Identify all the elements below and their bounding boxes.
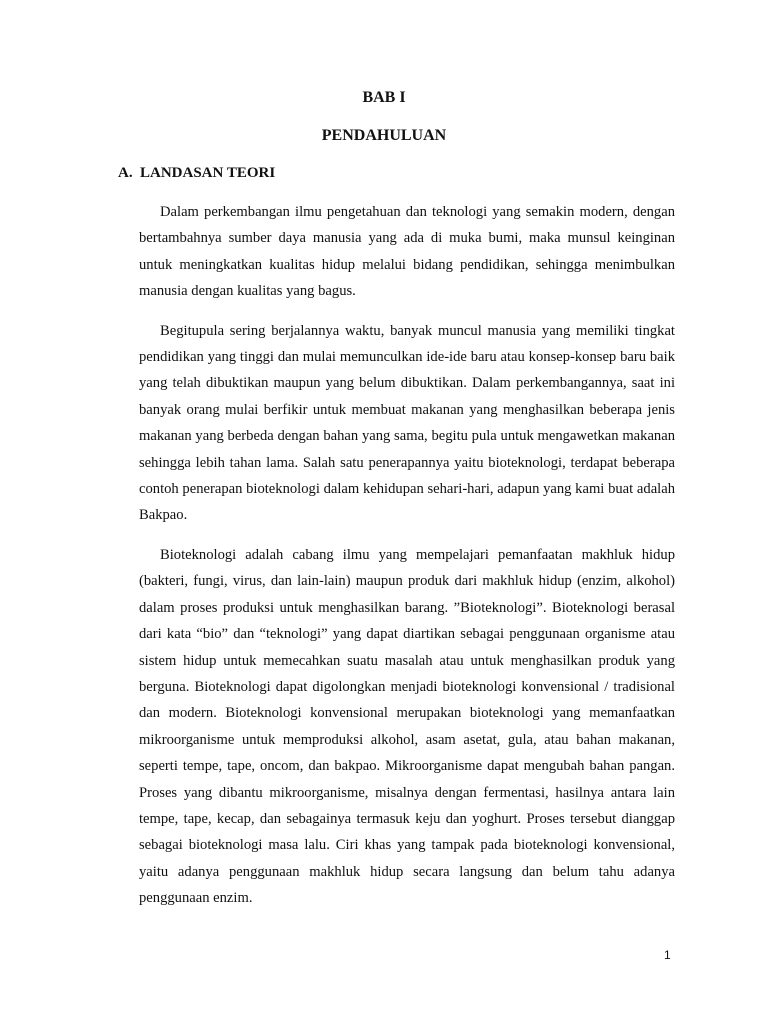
chapter-number: BAB I <box>362 89 406 106</box>
page-number: 1 <box>664 948 671 962</box>
paragraph-3: Bioteknologi adalah cabang ilmu yang mempelajari pemanfaatan makhluk hidup (bakteri, fungi, virus, dan lain-lain) maupun produk dari makhluk hidup (enzim, alkohol) dalam proses produksi untuk menghasilkan barang. ”Bioteknologi”. Bioteknologi berasal dari kata “bio” dan “teknologi” yang dapat diartikan sebagai penggunaan organisme atau sistem hidup untuk memecahkan suatu masalah atau untuk menghasilkan produk yang berguna. Bioteknologi dapat digolongkan menjadi bioteknologi konvensional / tradisional dan modern. Bioteknologi konvensional merupakan bioteknologi yang memanfaatkan mikroorganisme untuk memproduksi alkohol, asam asetat, gula, atau bahan makanan, seperti tempe, tape, oncom, dan bakpao. Mikroorganisme dapat mengubah bahan pangan. Proses yang dibantu mikroorganisme, misalnya dengan fermentasi, hasilnya antara lain tempe, tape, kecap, dan sebagainya termasuk keju dan yoghurt. Proses tersebut dianggap sebagai bioteknologi masa lalu. Ciri khas yang tampak pada bioteknologi konvensional, yaitu adanya penggunaan makhluk hidup secara langsung dan belum tahu adanya penggunaan enzim. <box>139 546 675 907</box>
section-heading <box>118 165 275 182</box>
chapter-title: PENDAHULUAN <box>321 127 447 144</box>
paragraph-2: Begitupula sering berjalannya waktu, banyak muncul manusia yang memiliki tingkat pendidikan yang tinggi dan mulai memunculkan ide-ide baru atau konsep-konsep baru baik yang telah dibuktikan maupun yang belum dibuktikan. Dalam perkembangannya, saat ini banyak orang mulai berfikir untuk membuat makanan yang menghasilkan beberapa jenis makanan yang berbeda dengan bahan yang sama, begitu pula untuk mengawetkan makanan sehingga lebih tahan lama. Salah satu penerapannya yaitu bioteknologi, terdapat beberapa contoh penerapan bioteknologi dalam kehidupan sehari-hari, adapun yang kami buat adalah Bakpao. <box>139 322 675 524</box>
body-text <box>139 199 675 925</box>
section-title: LANDASAN TEORI <box>140 165 276 181</box>
section-marker: A. <box>118 165 133 181</box>
paragraph-1: Dalam perkembangan ilmu pengetahuan dan teknologi yang semakin modern, dengan bertambahnya sumber daya manusia yang ada di muka bumi, maka munsul keinginan untuk meningkatkan kualitas hidup melalui bidang pendidikan, sehingga menimbulkan manusia dengan kualitas yang bagus. <box>139 204 675 300</box>
